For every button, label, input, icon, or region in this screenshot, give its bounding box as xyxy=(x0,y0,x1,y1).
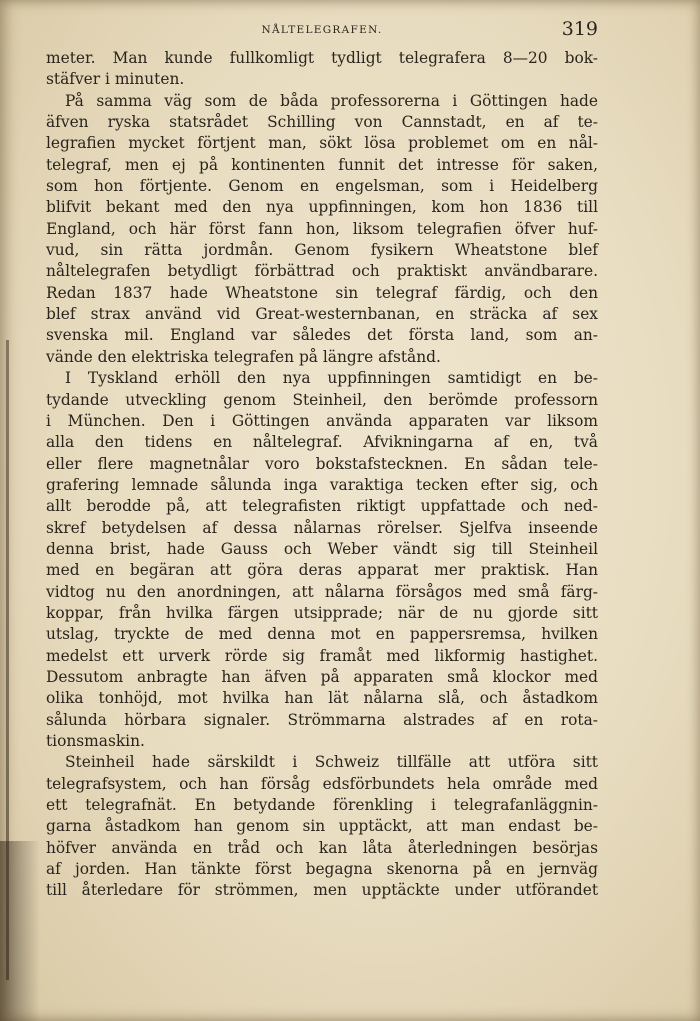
text-line: skref betydelsen af dessa nålarnas rörelser. Sjelfva inseende xyxy=(46,518,598,537)
text-line: vidtog nu den anordningen, att nålarna försågos med små färg- xyxy=(46,582,598,601)
text-line: som hon förtjente. Genom en engelsman, som i Heidelberg xyxy=(46,177,598,196)
text-line: svenska mil. England var således det första land, som an- xyxy=(46,326,598,345)
text-line: af jorden. Han tänkte först begagna skenorna på en jernväg xyxy=(46,860,598,879)
running-title: NÅLTELEGRAFEN. xyxy=(261,24,383,36)
text-line: höfver använda en tråd och kan låta återledningen besörjas xyxy=(46,838,598,857)
text-line: alla den tidens en nåltelegraf. Afvikningarna af en, två xyxy=(46,433,598,452)
text-line: grafering lemnade sålunda inga varaktiga tecken efter sig, och xyxy=(46,475,598,494)
page-number: 319 xyxy=(561,18,598,40)
text-line: På samma väg som de båda professorerna i Göttingen hade xyxy=(65,91,598,110)
text-line: Dessutom anbragte han äfven på apparaten små klockor med xyxy=(46,667,598,686)
text-line: garna åstadkom han genom sin upptäckt, att man endast be- xyxy=(46,817,598,836)
text-line: stäfver i minuten. xyxy=(46,70,185,89)
text-line: äfven ryska statsrådet Schilling von Cannstadt, en af te- xyxy=(46,113,598,132)
text-line: Redan 1837 hade Wheatstone sin telegraf färdig, och den xyxy=(46,283,598,302)
text-line: till återledare för strömmen, men upptäckte under utförandet xyxy=(46,881,598,900)
text-line: i München. Den i Göttingen använda apparaten var liksom xyxy=(46,411,598,430)
text-line: I Tyskland erhöll den nya uppfinningen samtidigt en be- xyxy=(65,369,598,388)
text-line: tydande utveckling genom Steinheil, den berömde professorn xyxy=(46,390,598,409)
text-line: utslag, tryckte de med denna mot en pappersremsa, hvilken xyxy=(46,625,598,644)
text-line: nåltelegrafen betydligt förbättrad och praktiskt användbarare. xyxy=(46,262,598,281)
text-line: meter. Man kunde fullkomligt tydligt telegrafera 8—20 bok- xyxy=(46,49,598,67)
text-line: vände den elektriska telegrafen på längre afstånd. xyxy=(46,347,441,366)
text-line: vud, sin rätta jordmån. Genom fysikern Wheatstone blef xyxy=(46,241,598,260)
text-line: ett telegrafnät. En betydande förenkling i telegrafanläggnin- xyxy=(46,796,598,815)
text-line: koppar, från hvilka färgen utsipprade; när de nu gjorde sitt xyxy=(46,603,598,622)
text-line: legrafien mycket förtjent man, sökt lösa problemet om en nål- xyxy=(46,134,598,153)
text-line: England, och här först fann hon, liksom telegrafien öfver huf- xyxy=(46,219,598,238)
text-line: blifvit bekant med den nya uppfinningen, kom hon 1836 till xyxy=(46,198,598,217)
text-line: sålunda hörbara signaler. Strömmarna alstrades af en rota- xyxy=(46,710,598,729)
text-line: blef strax använd vid Great-westernbanan, en sträcka af sex xyxy=(46,305,598,324)
text-line: Steinheil hade särskildt i Schweiz tillfälle att utföra sitt xyxy=(65,753,598,772)
text-line: allt berodde på, att telegrafisten riktigt uppfattade och ned- xyxy=(46,497,598,516)
text-line: eller flere magnetnålar voro bokstafstecknen. En sådan tele- xyxy=(46,454,598,473)
text-line: denna brist, hade Gauss och Weber vändt sig till Steinheil xyxy=(46,539,598,558)
page-header xyxy=(46,18,598,40)
text-line: tionsmaskin. xyxy=(46,732,145,750)
text-line: medelst ett urverk rörde sig framåt med likformig hastighet. xyxy=(46,646,598,665)
text-line: med en begäran att göra deras apparat mer praktisk. Han xyxy=(46,561,598,580)
text-line: olika tonhöjd, mot hvilka han lät nålarna slå, och åstadkom xyxy=(46,689,598,708)
text-line: telegrafsystem, och han försåg edsförbundets hela område med xyxy=(46,774,598,793)
text-line: telegraf, men ej på kontinenten funnit det intresse för saken, xyxy=(46,155,598,174)
page-corner-shade xyxy=(0,841,40,1021)
body-text xyxy=(46,48,598,902)
